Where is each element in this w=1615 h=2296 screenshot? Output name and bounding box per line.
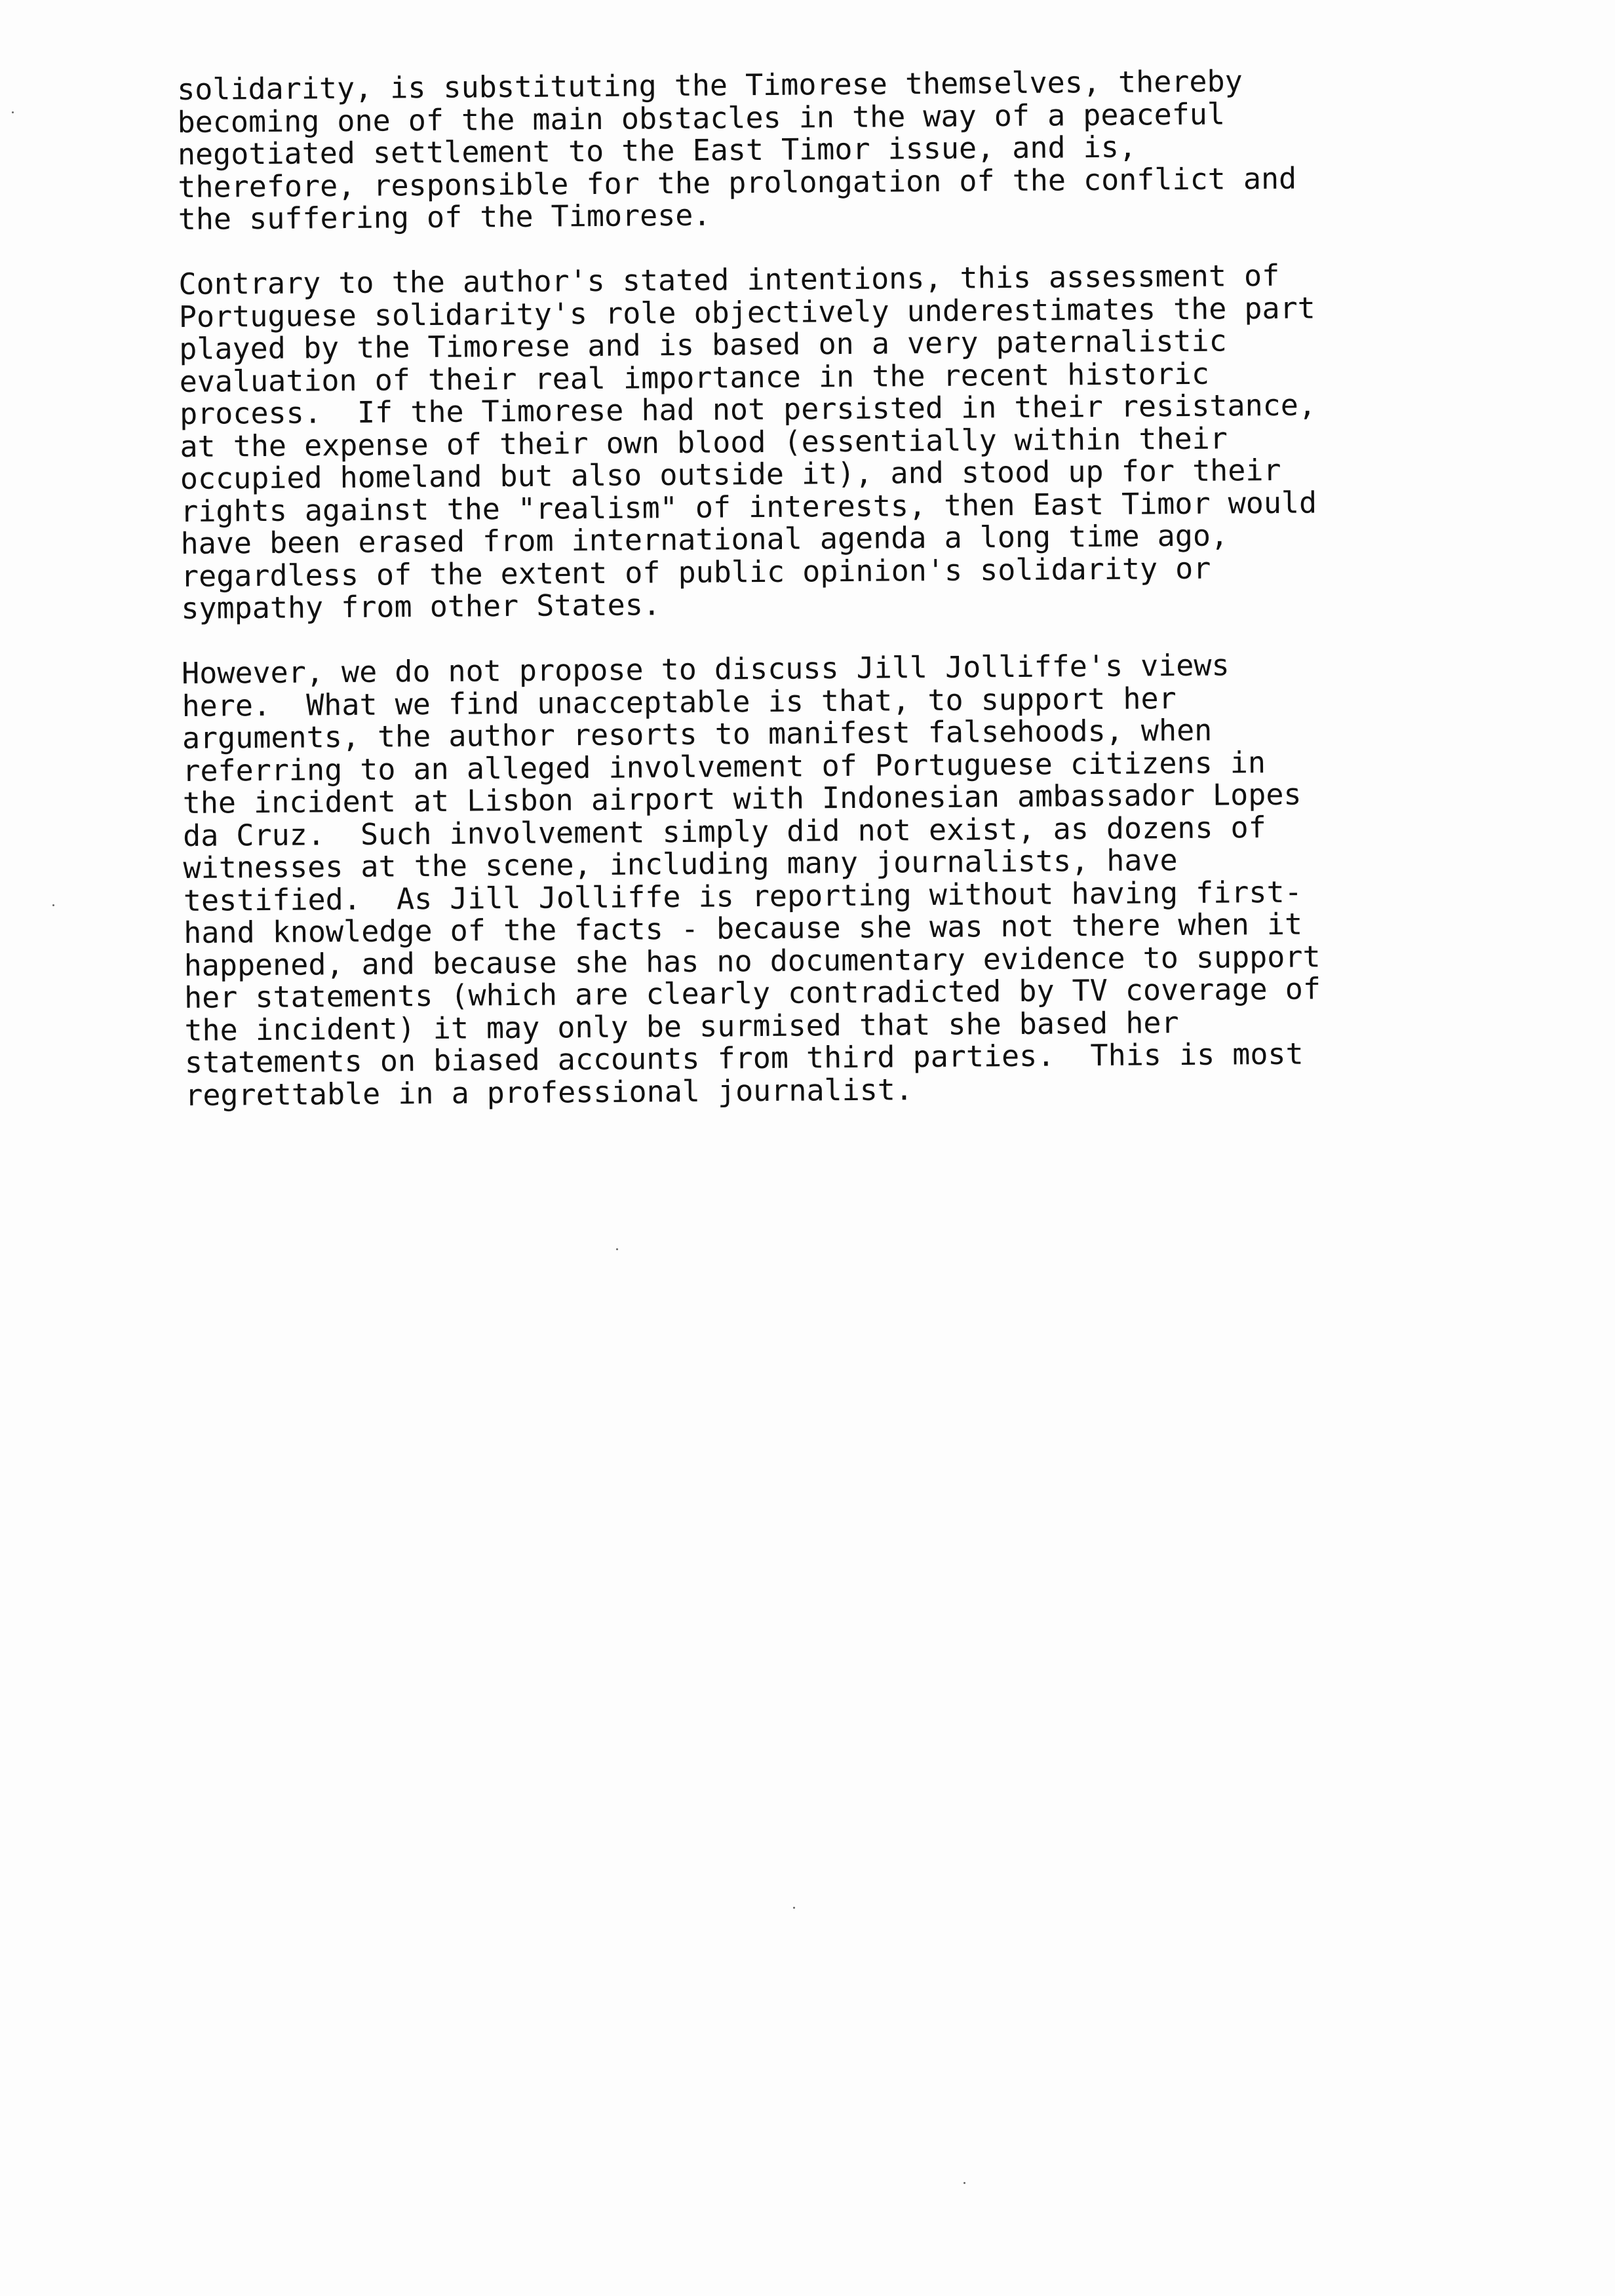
paragraph-1 xyxy=(177,63,1476,235)
text-line: negotiated settlement to the East Timor issue, and is, xyxy=(177,129,1137,172)
scan-speck xyxy=(793,1907,795,1909)
paragraph-3 xyxy=(182,647,1483,1111)
scan-speck xyxy=(12,111,14,113)
text-line: have been erased from international agenda a long time ago, xyxy=(180,518,1229,561)
text-line: therefore, responsible for the prolongation of the conflict and xyxy=(178,161,1297,204)
text-line: process. If the Timorese had not persisted in their resistance, xyxy=(179,387,1317,431)
text-line: evaluation of their real importance in the recent historic xyxy=(179,356,1210,399)
text-line: rights against the "realism" of interests, then East Timor would xyxy=(180,484,1317,529)
scan-speck xyxy=(616,1248,618,1250)
text-line: the suffering of the Timorese. xyxy=(178,197,711,237)
text-line: Portuguese solidarity's role objectively underestimates the part xyxy=(178,290,1315,334)
text-line: However, we do not propose to discuss Jill Jolliffe's views xyxy=(181,647,1230,691)
text-line: witnesses at the scene, including many journalists, have xyxy=(183,843,1178,885)
text-line: the incident) it may only be surmised that she based her xyxy=(184,1004,1179,1048)
text-line: Contrary to the author's stated intentions, this assessment of xyxy=(178,258,1280,301)
text-line: da Cruz. Such involvement simply did not exist, as dozens of xyxy=(182,809,1266,853)
text-line: sympathy from other States. xyxy=(181,587,661,626)
text-line: solidarity, is substituting the Timorese themselves, thereby xyxy=(176,64,1243,107)
document-body xyxy=(177,63,1483,1143)
text-line: statements on biased accounts from third parties. This is most xyxy=(184,1036,1304,1080)
text-line: arguments, the author resorts to manifest falsehoods, when xyxy=(182,712,1213,756)
text-line: referring to an alleged involvement of Portuguese citizens in xyxy=(182,744,1266,788)
text-line: played by the Timorese and is based on a very paternalistic xyxy=(179,323,1227,366)
scan-speck xyxy=(52,904,54,906)
text-line: hand knowledge of the facts - because she was not there when it xyxy=(184,906,1303,950)
text-line: testified. As Jill Jolliffe is reporting without having first- xyxy=(183,874,1302,918)
text-line: at the expense of their own blood (essentially within their xyxy=(180,420,1228,464)
text-line: her statements (which are clearly contradicted by TV coverage of xyxy=(184,971,1321,1015)
scan-speck xyxy=(963,2182,965,2184)
text-line: regardless of the extent of public opinion's solidarity or xyxy=(180,550,1211,594)
text-line: happened, and because she has no documentary evidence to support xyxy=(184,938,1321,983)
text-line: regrettable in a professional journalist. xyxy=(185,1071,914,1113)
text-line: here. What we find unacceptable is that, to support her xyxy=(182,680,1177,723)
text-line: occupied homeland but also outside it), and stood up for their xyxy=(180,452,1281,496)
text-line: the incident at Lisbon airport with Indonesian ambassador Lopes xyxy=(182,776,1302,820)
text-line: becoming one of the main obstacles in the way of a peaceful xyxy=(177,96,1226,140)
paragraph-2 xyxy=(178,258,1479,624)
